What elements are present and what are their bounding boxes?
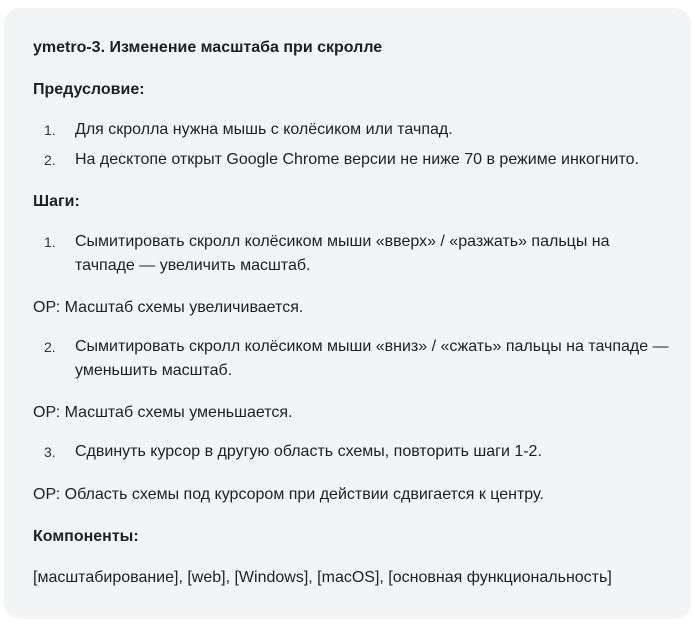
test-case-title: ymetro-3. Изменение масштаба при скролле xyxy=(33,39,383,56)
components-list: [масштабирование], [web], [Windows], [macOS], [основная функциональность] xyxy=(33,569,612,586)
step-number: 2. xyxy=(44,339,56,355)
step-number: 1. xyxy=(44,234,56,250)
steps-heading: Шаги: xyxy=(33,193,80,210)
precondition-heading: Предусловие: xyxy=(33,81,145,98)
step-item: Сымитировать скролл колёсиком мыши «вверх» / «разжать» пальцы на тачпаде — увеличить масштаб. xyxy=(75,233,610,274)
components-heading: Компоненты: xyxy=(33,528,139,545)
expected-result: ОР: Масштаб схемы уменьшается. xyxy=(33,404,293,421)
test-case-card xyxy=(4,8,691,619)
step-item: Сдвинуть курсор в другую область схемы, повторить шаги 1-2. xyxy=(75,443,542,460)
expected-result: ОР: Масштаб схемы увеличивается. xyxy=(33,299,304,316)
step-item: Сымитировать скролл колёсиком мыши «вниз» / «сжать» пальцы на тачпаде — уменьшить масштаб. xyxy=(75,338,669,379)
precondition-item: На десктопе открыт Google Chrome версии не ниже 70 в режиме инкогнито. xyxy=(75,151,639,168)
expected-result: ОР: Область схемы под курсором при действии сдвигается к центру. xyxy=(33,486,544,503)
precondition-number: 2. xyxy=(44,152,56,168)
step-number: 3. xyxy=(44,444,56,460)
precondition-item: Для скролла нужна мышь с колёсиком или тачпад. xyxy=(75,121,453,138)
precondition-number: 1. xyxy=(44,122,56,138)
